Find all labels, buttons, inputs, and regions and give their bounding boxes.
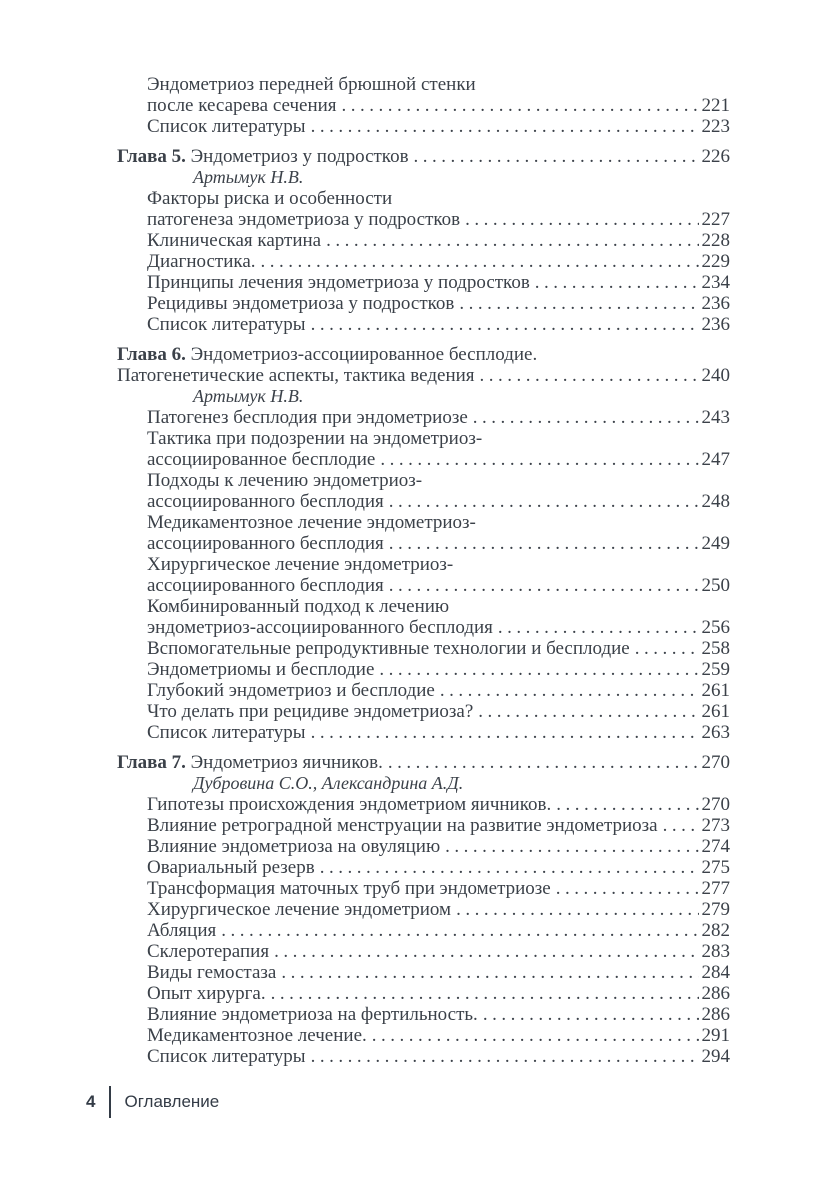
toc-entry [117,836,730,857]
dot-leader [635,638,699,659]
toc-entry [117,920,730,941]
toc-entry [117,188,730,230]
toc-author [117,386,730,407]
dot-leader [414,146,699,167]
toc-page-number: 270 [701,752,730,773]
toc-page-number: 226 [701,146,730,167]
toc-line [117,533,730,554]
toc-page-number: 286 [701,1004,730,1025]
toc-line-text: Артымук Н.В. [193,386,304,406]
dot-leader [389,491,699,512]
toc-entry [117,815,730,836]
toc-line [117,272,730,293]
toc-line-text: ассоциированного бесплодия [147,575,384,596]
dot-leader [498,617,699,638]
dot-leader [473,407,699,428]
dot-leader [389,575,699,596]
toc-line-text: Трансформация маточных труб при эндометриозе [147,878,551,899]
toc-line [117,836,730,857]
footer-section-title: Оглавление [124,1092,220,1111]
toc-page-number: 263 [701,722,730,743]
toc-page-number: 258 [701,638,730,659]
toc-page-number: 221 [701,95,730,116]
dot-leader [379,659,698,680]
toc-line-text: Глава 5. Эндометриоз у подростков [117,146,409,167]
toc-line [117,1025,730,1046]
toc-line-text: Хирургическое лечение эндометриом [147,899,452,920]
toc-line-text: Вспомогательные репродуктивные технологии и бесплодие [147,638,630,659]
toc-line [117,659,730,680]
toc-line-text: Рецидивы эндометриоза у подростков [147,293,455,314]
toc-line-text: Список литературы [147,722,306,743]
toc-chapter [117,344,730,386]
toc-page-number: 243 [701,407,730,428]
toc-entry [117,512,730,554]
toc-line-text: Патогенез бесплодия при эндометриозе [147,407,468,428]
toc-page-number: 250 [701,575,730,596]
toc-line-text: Список литературы [147,1046,306,1067]
toc [117,74,730,1067]
toc-page-number: 240 [701,365,730,386]
dot-leader [478,701,698,722]
toc-line-text: после кесарева сечения [147,95,337,116]
toc-entry [117,407,730,428]
toc-line [117,512,730,533]
toc-author [117,773,730,794]
dot-leader [456,899,698,920]
toc-line-text: Диагностика. [147,251,256,272]
toc-page-number: 234 [701,272,730,293]
toc-line-text: Хирургическое лечение эндометриоз- [147,554,454,575]
toc-page-number: 273 [701,815,730,836]
toc-page-number: 275 [701,857,730,878]
dot-leader [261,251,699,272]
toc-line [117,95,730,116]
toc-line-text: Список литературы [147,314,306,335]
toc-line [117,1046,730,1067]
toc-line-text: Эндометриомы и бесплодие [147,659,375,680]
toc-line [117,188,730,209]
toc-line-text: Патогенетические аспекты, тактика ведения [117,365,475,386]
toc-line-text: Абляция [147,920,217,941]
toc-page-number: 247 [701,449,730,470]
dot-leader [311,1046,699,1067]
toc-line-text: Глава 6. Эндометриоз-ассоциированное бесплодие. [117,344,538,365]
dot-leader [440,680,699,701]
dot-leader [221,920,698,941]
chapter-label: Глава 5. [117,146,191,167]
toc-line-text: Дубровина С.О., Александрина А.Д. [193,773,464,793]
toc-page-number: 249 [701,533,730,554]
toc-line-text: Список литературы [147,116,306,137]
toc-page-number: 236 [701,293,730,314]
toc-line [117,167,730,188]
dot-leader [556,878,699,899]
toc-line [117,428,730,449]
toc-line-text: Овариальный резерв [147,857,315,878]
toc-line [117,407,730,428]
toc-line [117,470,730,491]
toc-page-number: 248 [701,491,730,512]
toc-page-number: 261 [701,701,730,722]
toc-line [117,920,730,941]
toc-page-number: 284 [701,962,730,983]
toc-page-number: 279 [701,899,730,920]
dot-leader [663,815,699,836]
toc-line-text: Медикаментозное лечение. [147,1025,367,1046]
toc-line-text: Тактика при подозрении на эндометриоз- [147,428,483,449]
toc-line-text: Артымук Н.В. [193,167,304,187]
toc-line [117,617,730,638]
toc-line [117,983,730,1004]
toc-entry [117,251,730,272]
toc-chapter [117,146,730,167]
toc-entry [117,878,730,899]
toc-entry [117,293,730,314]
toc-entry [117,1025,730,1046]
toc-page-number: 283 [701,941,730,962]
toc-entry [117,428,730,470]
toc-line-text: Клиническая картина [147,230,322,251]
chapter-label: Глава 6. [117,344,191,365]
toc-line-text: Медикаментозное лечение эндометриоз- [147,512,476,533]
toc-page-number: 286 [701,983,730,1004]
dot-leader [342,95,699,116]
toc-entry [117,1004,730,1025]
toc-entry [117,962,730,983]
toc-line [117,815,730,836]
toc-entry [117,74,730,116]
toc-entry [117,857,730,878]
toc-line-text: Склеротерапия [147,941,270,962]
toc-entry [117,794,730,815]
toc-page-number: 277 [701,878,730,899]
toc-entry [117,596,730,638]
toc-line-text: Гипотезы происхождения эндометриом яичников. [147,794,552,815]
toc-line [117,1004,730,1025]
toc-line [117,575,730,596]
toc-line [117,449,730,470]
toc-entry [117,1046,730,1067]
dot-leader [281,962,698,983]
toc-line [117,146,730,167]
toc-line [117,251,730,272]
toc-line [117,365,730,386]
toc-line [117,701,730,722]
dot-leader [480,365,699,386]
toc-page-number: 291 [701,1025,730,1046]
dot-leader [311,116,699,137]
dot-leader [326,230,698,251]
toc-author [117,167,730,188]
toc-line [117,962,730,983]
toc-line-text: Что делать при рецидиве эндометриоза? [147,701,474,722]
toc-entry [117,941,730,962]
dot-leader [465,209,698,230]
dot-leader [535,272,699,293]
dot-leader [274,941,698,962]
dot-leader [311,314,699,335]
toc-line [117,491,730,512]
toc-line [117,293,730,314]
toc-page-number: 259 [701,659,730,680]
toc-line-text: Виды гемостаза [147,962,277,983]
toc-page-number: 236 [701,314,730,335]
toc-line-text: Глубокий эндометриоз и бесплодие [147,680,435,701]
toc-page-number: 261 [701,680,730,701]
toc-entry [117,116,730,137]
toc-line [117,794,730,815]
footer-page-number: 4 [86,1092,96,1111]
toc-entry [117,470,730,512]
toc-entry [117,230,730,251]
toc-page-number: 229 [701,251,730,272]
toc-line [117,209,730,230]
toc-page-number: 228 [701,230,730,251]
dot-leader [311,722,699,743]
toc-line [117,638,730,659]
toc-line-text: эндометриоз-ассоциированного бесплодия [147,617,493,638]
toc-line-text: Комбинированный подход к лечению [147,596,450,617]
toc-page-number: 282 [701,920,730,941]
toc-line-text: ассоциированного бесплодия [147,491,384,512]
dot-leader [380,449,698,470]
toc-line [117,941,730,962]
toc-line [117,230,730,251]
toc-line [117,878,730,899]
toc-entry [117,983,730,1004]
toc-page-number: 274 [701,836,730,857]
toc-line-text: Влияние ретроградной менструации на развитие эндометриоза [147,815,658,836]
toc-line [117,344,730,365]
toc-entry [117,272,730,293]
toc-line-text: Подходы к лечению эндометриоз- [147,470,423,491]
toc-entry [117,701,730,722]
toc-line-text: Факторы риска и особенности [147,188,393,209]
toc-entry [117,638,730,659]
toc-entry [117,680,730,701]
toc-page-number: 227 [701,209,730,230]
toc-line [117,722,730,743]
toc-page-number: 256 [701,617,730,638]
dot-leader [372,1025,699,1046]
toc-line [117,773,730,794]
toc-line-text: патогенеза эндометриоза у подростков [147,209,461,230]
footer-divider [109,1086,111,1118]
toc-line [117,899,730,920]
toc-entry [117,314,730,335]
dot-leader [483,1004,699,1025]
toc-page-number: 294 [701,1046,730,1067]
chapter-label: Глава 7. [117,752,191,773]
toc-line-text: Влияние эндометриоза на фертильность. [147,1004,478,1025]
toc-line [117,314,730,335]
dot-leader [271,983,699,1004]
toc-line-text: Эндометриоз передней брюшной стенки [147,74,476,95]
toc-line-text: Глава 7. Эндометриоз яичников. [117,752,383,773]
toc-line [117,386,730,407]
dot-leader [459,293,698,314]
toc-line [117,752,730,773]
toc-entry [117,722,730,743]
toc-page-number: 223 [701,116,730,137]
toc-line-text: Влияние эндометриоза на овуляцию [147,836,441,857]
page-footer [86,1086,219,1118]
dot-leader [320,857,699,878]
toc-line-text: ассоциированное бесплодие [147,449,376,470]
toc-line-text: Опыт хирурга. [147,983,266,1004]
toc-entry [117,659,730,680]
dot-leader [388,752,699,773]
toc-line [117,596,730,617]
toc-line [117,680,730,701]
toc-line-text: Принципы лечения эндометриоза у подростков [147,272,530,293]
toc-page-number: 270 [701,794,730,815]
dot-leader [556,794,698,815]
toc-chapter [117,752,730,773]
toc-entry [117,899,730,920]
dot-leader [389,533,699,554]
toc-line-text: ассоциированного бесплодия [147,533,384,554]
toc-entry [117,554,730,596]
toc-line [117,554,730,575]
dot-leader [445,836,698,857]
toc-line [117,74,730,95]
toc-line [117,857,730,878]
toc-line [117,116,730,137]
